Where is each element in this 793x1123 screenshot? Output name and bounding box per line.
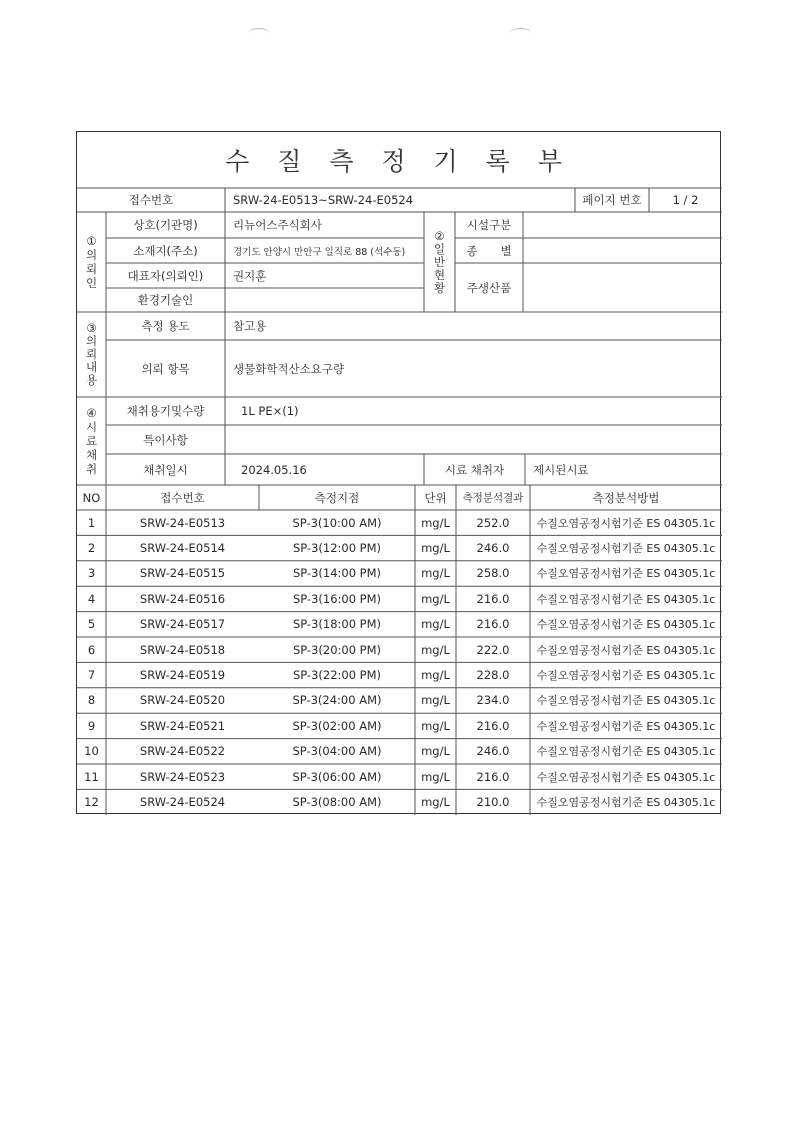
section-number: ④ (86, 406, 97, 420)
cell-receipt-no: SRW-24-E0513 (139, 515, 226, 530)
cell-method: 수질오염공정시험기준 ES 04305.1c (536, 745, 716, 759)
cell-method: 수질오염공정시험기준 ES 04305.1c (536, 719, 716, 733)
sampler-label: 시료 채취자 (444, 462, 505, 477)
type-value (523, 238, 722, 263)
purpose-value: 참고용 (233, 319, 267, 333)
cell-result: 216.0 (476, 718, 510, 733)
company-value: 리뉴어스주식회사 (233, 218, 322, 232)
cell-no: 2 (87, 541, 96, 556)
cell-receipt-no: SRW-24-E0517 (139, 617, 226, 632)
company-label: 상호(기관명) (133, 218, 198, 232)
sampling-section-label (77, 397, 106, 485)
cell-unit: mg/L (421, 566, 450, 581)
cell-measure-point: SP-3(22:00 PM) (292, 668, 382, 683)
cell-unit: mg/L (421, 693, 450, 708)
cell-measure-point: SP-3(14:00 PM) (292, 566, 382, 581)
cell-method: 수질오염공정시험기준 ES 04305.1c (536, 694, 716, 708)
cell-measure-point: SP-3(16:00 PM) (292, 591, 382, 606)
cell-unit: mg/L (421, 541, 450, 556)
page-no-value: 1 / 2 (672, 193, 699, 207)
cell-receipt-no: SRW-24-E0521 (139, 718, 226, 733)
cell-method: 수질오염공정시험기준 ES 04305.1c (536, 770, 716, 784)
section-char: 뢰 (85, 262, 98, 276)
receipt-no-value: SRW-24-E0513~SRW-24-E0524 (233, 193, 414, 207)
cell-receipt-no: SRW-24-E0518 (139, 642, 226, 657)
cell-no: 11 (84, 769, 99, 784)
cell-result: 222.0 (476, 642, 510, 657)
product-value (523, 263, 722, 312)
representative-value: 권지훈 (233, 268, 267, 283)
cell-receipt-no: SRW-24-E0520 (139, 693, 226, 708)
cell-no: 8 (87, 693, 96, 708)
container-value: 1L PE×(1) (241, 404, 299, 418)
cell-measure-point: SP-3(20:00 PM) (292, 642, 382, 657)
cell-method: 수질오염공정시험기준 ES 04305.1c (536, 592, 716, 606)
cell-no: 10 (84, 744, 99, 759)
items-value: 생물화학적산소요구량 (233, 361, 345, 376)
type-label: 종 별 (466, 243, 512, 258)
section-number: ③ (86, 321, 97, 335)
cell-method: 수질오염공정시험기준 ES 04305.1c (536, 669, 716, 683)
section-char: 현 (433, 267, 446, 282)
section-char: 인 (85, 276, 98, 290)
cell-no: 5 (87, 617, 96, 632)
document-title: 수 질 측 정 기 록 부 (225, 147, 572, 176)
cell-method: 수질오염공정시험기준 ES 04305.1c (536, 542, 716, 556)
section-char: 료 (85, 434, 98, 448)
record-form (76, 131, 721, 814)
section-char: 시 (85, 420, 98, 434)
address-label: 소재지(주소) (133, 243, 198, 258)
cell-method: 수질오염공정시험기준 ES 04305.1c (536, 643, 716, 657)
col-header-method: 측정분석방법 (592, 490, 660, 505)
punch-hole-mark (510, 28, 532, 39)
requester-section-label (77, 212, 106, 312)
section-char: 반 (433, 254, 446, 269)
cell-result: 210.0 (476, 795, 510, 810)
items-label: 의뢰 항목 (141, 361, 190, 376)
date-label: 채취일시 (143, 462, 188, 477)
cell-measure-point: SP-3(08:00 AM) (292, 795, 382, 810)
cell-unit: mg/L (421, 642, 450, 657)
col-header-unit: 단위 (424, 490, 447, 505)
cell-unit: mg/L (421, 795, 450, 810)
purpose-label: 측정 용도 (141, 319, 190, 333)
cell-method: 수질오염공정시험기준 ES 04305.1c (536, 567, 716, 581)
cell-receipt-no: SRW-24-E0523 (139, 769, 226, 784)
cell-measure-point: SP-3(12:00 PM) (292, 541, 382, 556)
section-number: ② (434, 228, 445, 243)
cell-result: 216.0 (476, 591, 510, 606)
cell-result: 246.0 (476, 541, 510, 556)
section-char: 뢰 (85, 347, 98, 361)
col-header-no: NO (82, 490, 101, 505)
cell-result: 228.0 (476, 668, 510, 683)
col-header-receipt: 접수번호 (160, 490, 205, 505)
punch-hole-mark (248, 28, 270, 39)
cell-no: 7 (87, 668, 96, 683)
notes-label: 특이사항 (143, 432, 188, 447)
cell-unit: mg/L (421, 744, 450, 759)
cell-measure-point: SP-3(02:00 AM) (292, 718, 382, 733)
section-char: 채 (85, 448, 98, 462)
section-char: 용 (85, 373, 98, 387)
notes-value (225, 425, 722, 454)
cell-method: 수질오염공정시험기준 ES 04305.1c (536, 516, 716, 530)
cell-unit: mg/L (421, 668, 450, 683)
cell-unit: mg/L (421, 515, 450, 530)
date-value: 2024.05.16 (241, 462, 307, 477)
page-no-label: 페이지 번호 (582, 193, 642, 207)
cell-no: 12 (84, 795, 99, 810)
section-char: 일 (433, 241, 446, 256)
engineer-label: 환경기술인 (137, 293, 194, 307)
cell-unit: mg/L (421, 718, 450, 733)
cell-unit: mg/L (421, 769, 450, 784)
cell-measure-point: SP-3(04:00 AM) (292, 744, 382, 759)
cell-measure-point: SP-3(18:00 PM) (292, 617, 382, 632)
section-char: 내 (85, 360, 98, 374)
request-section-label (77, 312, 106, 397)
container-label: 채취용기및수량 (126, 404, 205, 418)
section-char: 황 (433, 280, 446, 295)
cell-result: 252.0 (476, 515, 510, 530)
cell-method: 수질오염공정시험기준 ES 04305.1c (536, 618, 716, 632)
section-char: 의 (85, 334, 98, 348)
cell-result: 216.0 (476, 617, 510, 632)
cell-no: 6 (87, 642, 96, 657)
cell-result: 258.0 (476, 566, 510, 581)
cell-measure-point: SP-3(10:00 AM) (292, 515, 382, 530)
cell-result: 246.0 (476, 744, 510, 759)
cell-receipt-no: SRW-24-E0516 (139, 591, 226, 606)
general-section-label (424, 212, 455, 312)
cell-receipt-no: SRW-24-E0514 (139, 541, 226, 556)
representative-label: 대표자(의뢰인) (127, 268, 204, 283)
section-number: ① (86, 234, 97, 248)
cell-unit: mg/L (421, 591, 450, 606)
cell-measure-point: SP-3(06:00 AM) (292, 769, 382, 784)
facility-label: 시설구분 (466, 218, 512, 232)
cell-no: 9 (87, 718, 96, 733)
cell-result: 234.0 (476, 693, 510, 708)
cell-method: 수질오염공정시험기준 ES 04305.1c (536, 796, 716, 810)
product-label: 주생산품 (466, 280, 512, 295)
cell-receipt-no: SRW-24-E0522 (139, 744, 226, 759)
col-header-result: 측정분석결과 (462, 492, 524, 504)
cell-no: 3 (87, 566, 96, 581)
engineer-value (225, 288, 424, 312)
facility-value (523, 212, 722, 238)
section-char: 의 (85, 248, 98, 262)
address-value: 경기도 안양시 만안구 일직로 88 (석수동) (233, 246, 406, 258)
cell-receipt-no: SRW-24-E0519 (139, 668, 226, 683)
sampler-value: 제시된시료 (533, 462, 589, 477)
cell-receipt-no: SRW-24-E0524 (139, 795, 226, 810)
cell-measure-point: SP-3(24:00 AM) (292, 693, 382, 708)
section-char: 취 (85, 462, 98, 476)
receipt-no-label: 접수번호 (128, 193, 174, 207)
cell-no: 4 (87, 591, 96, 606)
cell-unit: mg/L (421, 617, 450, 632)
cell-receipt-no: SRW-24-E0515 (139, 566, 226, 581)
col-header-point: 측정지점 (314, 490, 360, 505)
cell-no: 1 (87, 515, 96, 530)
cell-result: 216.0 (476, 769, 510, 784)
